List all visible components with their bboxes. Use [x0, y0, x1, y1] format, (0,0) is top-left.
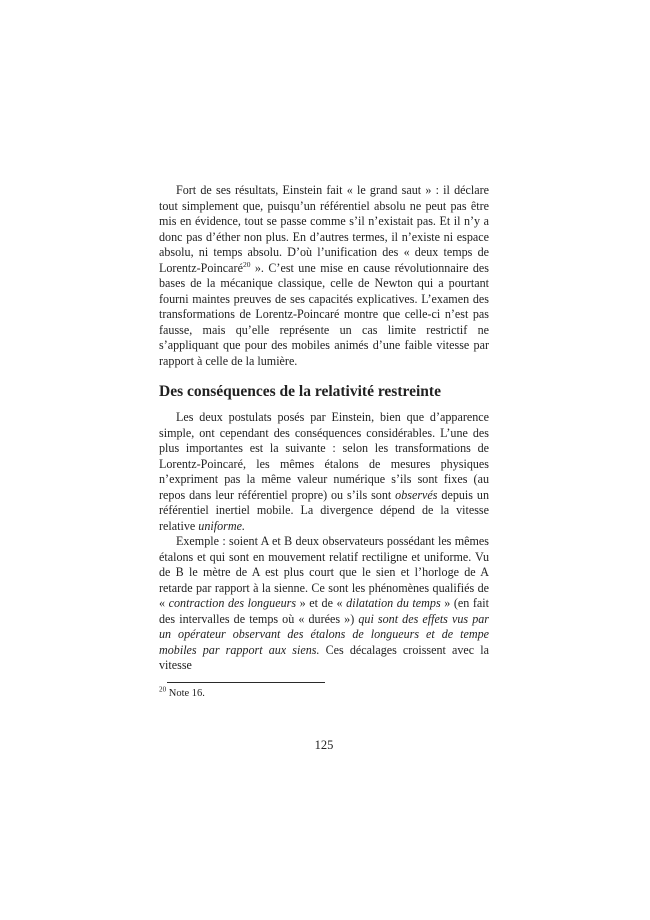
- footnote-text: Note 16.: [168, 687, 205, 699]
- footnote-marker: 20: [159, 685, 167, 693]
- footnote-separator: [167, 682, 325, 683]
- section-heading: Des conséquences de la relativité restreinte: [159, 383, 441, 400]
- paragraph-example: Exemple : soient A et B deux observateurs possédant les mêmes étalons et qui sont en mouvement relatif rectiligne et uniforme. Vu de B le mètre de A est plus court que le sien et l’horloge de A retarde par rapport à la sienne. Ce sont les phénomènes qualifiés de « contraction des longueurs » et de « dilatation du temps » (en fait des intervalles de temps où « durées ») qui sont des effets vus par un opérateur observant des étalons de longueurs et de tempe mobiles par rapport aux siens. Ces décalages croissent avec la vitesse: [159, 534, 489, 672]
- text-column: [159, 183, 489, 700]
- paragraph-postulates: Les deux postulats posés par Einstein, bien que d’apparence simple, ont cependant des conséquences considérables. L’une des plus importantes est la suivante : selon les transformations de Lorentz-Poincaré, les mêmes étalons de mesures physiques n’expriment pas la même valeur numérique s’ils sont fixes (au repos dans leur référentiel propre) ou s’ils sont observés depuis un référentiel inertiel mobile. La divergence dépend de la vitesse relative uniforme.: [159, 410, 489, 533]
- paragraph-einstein-leap: Fort de ses résultats, Einstein fait « le grand saut » : il déclare tout simplement que, puisqu’un référentiel absolu ne peut pas être mis en évidence, tout se passe comme s’il n’existait pas. Et il n’y a donc pas d’éther non plus. En d’autres termes, il n’existe ni espace absolu, ni temps absolu. D’où l’unification des « deux temps de Lorentz-Poincaré$^{20}$ ». C’est une mise en cause révolutionnaire des bases de la mécanique classique, celle de Newton qui a pourtant fourni maintes preuves de ses capacités explicatives. L’examen des transformations de Lorentz-Poincaré montre que celle-ci n’est pas fausse, mais qu’elle représente un cas limite restrictif ne s’appliquant que pour des mobiles animés d’une faible vitesse par rapport à celle de la lumière.: [159, 183, 489, 368]
- footnote: [159, 687, 489, 700]
- page-number: 125: [314, 738, 334, 752]
